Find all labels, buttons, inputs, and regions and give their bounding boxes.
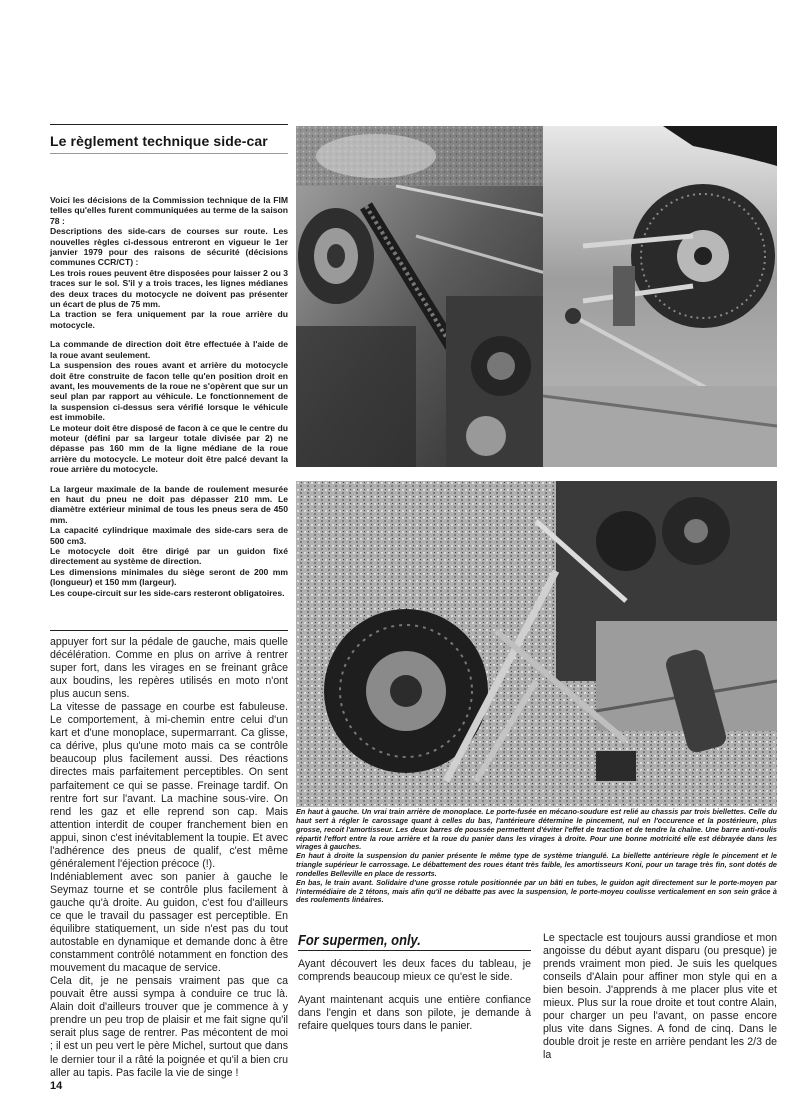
caption-paragraph: En bas, le train avant. Solidaire d'une grosse rotule positionnée par un bâti en tubes, le guidon agit directement sur le porte-moyen par l'intermédiaire de 2 tétons, mais afin qu'il ne débatte pas avec la suspension, le porte-moyeu coulisse verticalement en son sein grâce à des roulements linéaires. [296, 877, 777, 905]
regulations-paragraph: Voici les décisions de la Commission technique de la FIM telles qu'elles furent communiquées au terme de la saison 78 : [50, 195, 288, 226]
right-column-text [543, 932, 777, 1062]
caption-paragraph: En haut à droite la suspension du panier présente le même type de système triangulé. La biellette antérieure règle le pincement et le triangle supérieur le carrossage. Le débattement des roues étant très faible, les amortisseurs Koni, pour un tarage très fin, sont dotés de rondelles Belleville en place de ressorts. [296, 851, 777, 878]
body-paragraph: appuyer fort sur la pédale de gauche, mais quelle décélération. Comme en plus on arrive à rentrer super fort, dans les virages en se freinant grâce aux boudins, les repères utilisés en moto n'ont plus aucun sens. [50, 636, 288, 701]
regulations-paragraph: Les dimensions minimales du siège seront de 200 mm (longueur) et 150 mm (largeur). [50, 566, 288, 588]
regulations-paragraph: Les coupe-circuit sur les side-cars resteront obligatoires. [50, 587, 285, 598]
body-paragraph: Cela dit, je ne pensais vraiment pas que ca pouvait être aussi sympa à conduire ce truc là. Alain doit d'ailleurs trouver que je commence à y prendre un peu trop de plaisir et me fait signe qu'il serait plus sage de rentrer. Pas mécontent de moi ; il est un peu vert le père Michel, surtout que dans le dernier tour il a râté la poignée et qu'il a bien cru aller au tapis. Pas facile la vie de singe ! [50, 975, 288, 1079]
body-paragraph: Ayant découvert les deux faces du tableau, je comprends beaucoup mieux ce qu'est le side. [298, 958, 531, 984]
body-paragraph: La vitesse de passage en courbe est fabuleuse. Le comportement, à mi-chemin entre celui d'un kart et d'une monoplace, supermarrant. Ca glisse, ca dérive, plus qu'une moto mais ca se contrôle beaucoup plus facilement aussi. Des réactions directes mais parfaitement perceptibles. On sent parfaitement ce qui se passe. Freinage tardif. On rentre fort sur l'avant. La machine sous-vire. On rend les gaz et elle reprend son cap. Mais attention interdit de couper franchement bien en appui, sinon c'est inévitablement la toupie. Et avec l'adhérence des pneus de qualif, c'est même généralement l'éjection précoce (!). [50, 701, 288, 870]
regulations-paragraph: La commande de direction doit être effectuée à l'aide de la roue avant seulement. [50, 339, 288, 360]
photo-front-train-image [296, 481, 777, 807]
photo-caption [296, 808, 777, 905]
regulations-title-rule [50, 153, 288, 154]
regulations-paragraph: La suspension des roues avant et arrière du motocycle doit être construite de facon telle qu'en position droit en avant, les mouvements de la roue ne s'opèrent que sur un seul plan par rapport au véhicule. Le fonctionnement de la suspension ci-dessus sera vérifié lorsque le véhicule est immobile. [50, 360, 288, 423]
regulations-paragraph: Le motocycle doit être dirigé par un guidon fixé directement au système de direction. [50, 546, 288, 567]
photo-rear-suspension-image [296, 126, 557, 467]
regulations-paragraph: La capacité cylindrique maximale des side-cars sera de 500 cm3. [50, 525, 288, 546]
photo-sidecar-wheel-suspension [543, 126, 777, 467]
regulations-bottom-rule [50, 630, 288, 631]
photo-rear-suspension [296, 126, 557, 467]
body-paragraph: Indéniablement avec son panier à gauche le Seymaz tourne et se contrôle plus facilement à gauche qu'à droite. Au guidon, c'est fou d'ailleurs ce que le travail du passager est perceptible. En équilibre statiquement, un side n'est pas du tout autostable en dynamique et demande donc à être constamment contrôlé notamment en fonction des mouvement du macaque de service. [50, 870, 288, 975]
regulations-top-rule [50, 124, 288, 125]
regulations-title: Le règlement technique side-car [50, 133, 268, 149]
body-paragraph: Le spectacle est toujours aussi grandiose et mon angoisse du début ayant disparu (ou presque) je prends vraiment mon pied. Je suis les quelques conseils d'Alain pour affiner mon style qui en a bien besoin. J'apprends à me placer plus vite et mieux. Plus sur la roue droite et tout contre Alain, pour charger un peu l'avant, on passe encore plus vite dans Signes. A fond de cinq. Dans le double droit je reste en arrière pendant les 2/3 de la [543, 932, 777, 1062]
section-subhead: For supermen, only. [298, 932, 421, 949]
left-column-text [50, 636, 288, 1080]
subhead-rule [298, 950, 531, 951]
body-paragraph: Ayant maintenant acquis une entière confiance dans l'engin et dans son pilote, je demande à refaire quelques tours dans le panier. [298, 994, 531, 1033]
regulations-body [50, 195, 288, 598]
regulations-paragraph: Les trois roues peuvent être disposées pour laisser 2 ou 3 traces sur le sol. S'il y a trois traces, les lignes médianes des deux traces du motocycle ne doivent pas présenter un écart de plus de 75 mm. [50, 267, 288, 310]
photo-sidecar-wheel-suspension-image [543, 126, 777, 467]
page-number: 14 [50, 1080, 63, 1092]
photo-front-train [296, 481, 777, 807]
regulations-paragraph: Le moteur doit être disposé de facon à ce que le centre du moteur (défini par sa largeur totale divisée par 2) ne dépasse pas 160 mm de la ligne médiane de la roue arrière du motocycle. Le moteur doit être palcé devant la roue arrière du motocycle. [50, 422, 288, 475]
regulations-paragraph: La traction se fera uniquement par la roue arrière du motocycle. [50, 309, 288, 330]
regulations-paragraph: Descriptions des side-cars de courses sur route. Les nouvelles règles ci-dessous entreront en vigueur le 1er janvier 1979 pour des raisons de sécurité (décisions communes CCR/CT) : [50, 226, 288, 268]
regulations-paragraph: La largeur maximale de la bande de roulement mesurée en haut du pneu ne doit pas dépasser 210 mm. Le diamètre extérieur minimal de tous les pneus sera de 450 mm. [50, 483, 288, 525]
caption-paragraph: En haut à gauche. Un vrai train arrière de monoplace. Le porte-fusée en mécano-soudure est relié au chassis par trois biellettes. Celle du haut sert à régler le carossage quant à celles du bas, l'antérieure détermine le pincement, nul en l'occurence et la postérieure, plus grosse, recoit l'amortisseur. Les deux barres de poussée permettent d'éviter l'effet de traction et de tendre la chaîne. Une barre anti-roulis répartit l'effort entre la roue arrière et la roue du panier dans les virages à droite. Pour une bonne motricité elle est débrayée dans les virages à gauches. [296, 807, 777, 852]
middle-column-text [298, 958, 531, 1043]
